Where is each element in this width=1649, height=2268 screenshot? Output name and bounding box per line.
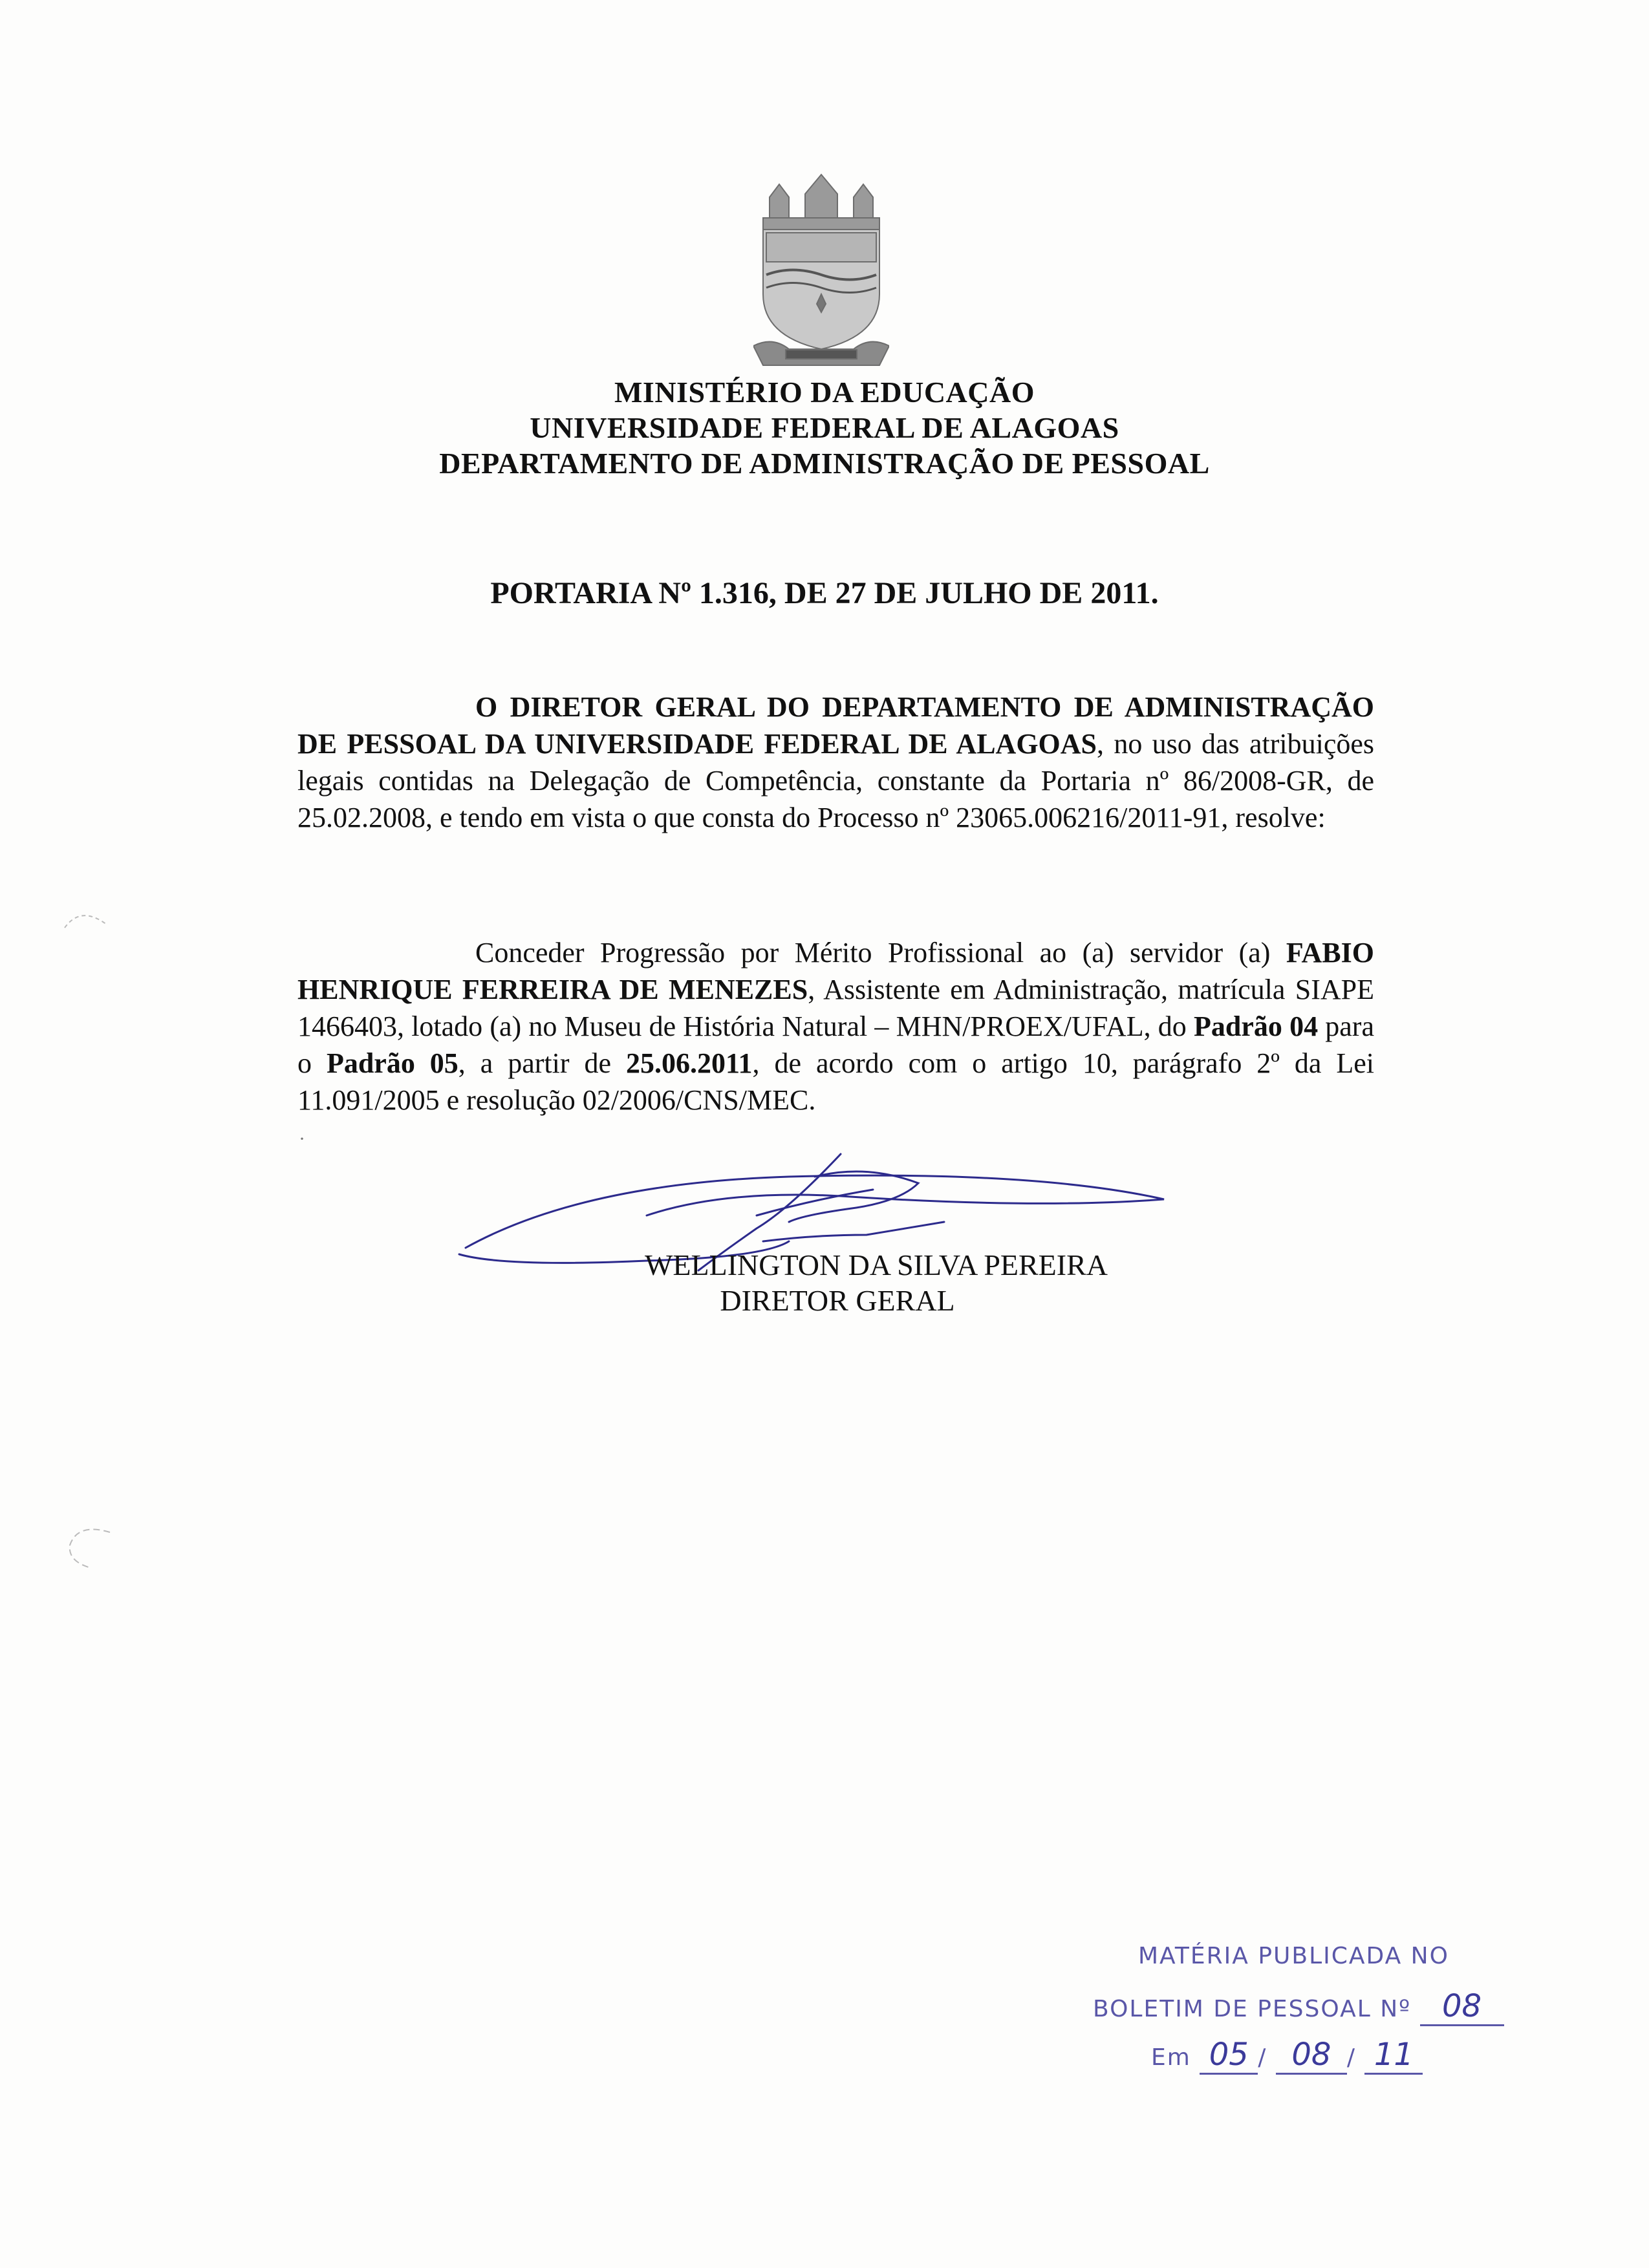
- stamp-bulletin-label: BOLETIM DE PESSOAL Nº: [1093, 1996, 1412, 2022]
- stamp-date-line: Em 05 / 08 / 11: [1151, 2037, 1423, 2075]
- to-level: Padrão 05: [326, 1047, 458, 1079]
- effective-date: 25.06.2011: [625, 1047, 753, 1079]
- punch-hole-mark: [65, 1523, 116, 1574]
- punch-hole-mark: [61, 902, 113, 941]
- portaria-title: PORTARIA Nº 1.316, DE 27 DE JULHO DE 2011.: [490, 576, 1159, 610]
- resolution-text-2: , Assistente em Administração, matrícula SIAPE 1466403, lotado (a) no Museu de História Natural – MHN/PROEX/UFAL, do: [297, 974, 1374, 1042]
- resolution-text-1: Conceder Progressão por Mérito Profissional ao (a) servidor (a): [475, 937, 1286, 968]
- ministry-heading: MINISTÉRIO DA EDUCAÇÃO: [614, 376, 1035, 409]
- stray-mark: ·: [299, 1128, 305, 1150]
- stamp-line-1: MATÉRIA PUBLICADA NO: [1138, 1943, 1449, 1969]
- publication-stamp: [1093, 1943, 1520, 2098]
- preamble-paragraph: [297, 689, 1374, 836]
- stamp-month: 08: [1276, 2037, 1347, 2075]
- stamp-year: 11: [1364, 2037, 1423, 2075]
- employee-name: FABIO HENRIQUE FERREIRA DE MENEZES: [297, 937, 1374, 1005]
- signatory-name: WELLINGTON DA SILVA PEREIRA: [644, 1248, 1108, 1281]
- university-heading: UNIVERSIDADE FEDERAL DE ALAGOAS: [530, 411, 1119, 444]
- preamble-bold-lead: O DIRETOR GERAL DO DEPARTAMENTO DE ADMINISTRAÇÃO DE PESSOAL DA UNIVERSIDADE FEDERAL DE ALAGOAS: [297, 691, 1374, 760]
- bulletin-number: 08: [1420, 1988, 1504, 2026]
- stamp-line-2: [1093, 1988, 1504, 2026]
- signatory-role: DIRETOR GERAL: [720, 1284, 955, 1317]
- from-level: Padrão 04: [1194, 1011, 1319, 1042]
- resolution-paragraph: [297, 934, 1374, 1118]
- university-crest-logo: [753, 171, 889, 372]
- department-heading: DEPARTAMENTO DE ADMINISTRAÇÃO DE PESSOAL: [439, 447, 1210, 480]
- stamp-day: 05: [1200, 2037, 1258, 2075]
- resolution-text-5: , de acordo com o artigo 10, parágrafo 2º da Lei 11.091/2005 e resolução 02/2006/CNS/MEC.: [297, 1047, 1374, 1116]
- resolution-text-3: para o: [297, 1011, 1374, 1079]
- preamble-text: , no uso das atribuições legais contidas na Delegação de Competência, constante da Portaria nº 86/2008-GR, de 25.02.2008, e tendo em vista o que consta do Processo nº 23065.006216/2011-91, resolve:: [297, 728, 1375, 833]
- stamp-date-label: Em: [1151, 2044, 1191, 2071]
- resolution-text-4: , a partir de: [458, 1047, 626, 1079]
